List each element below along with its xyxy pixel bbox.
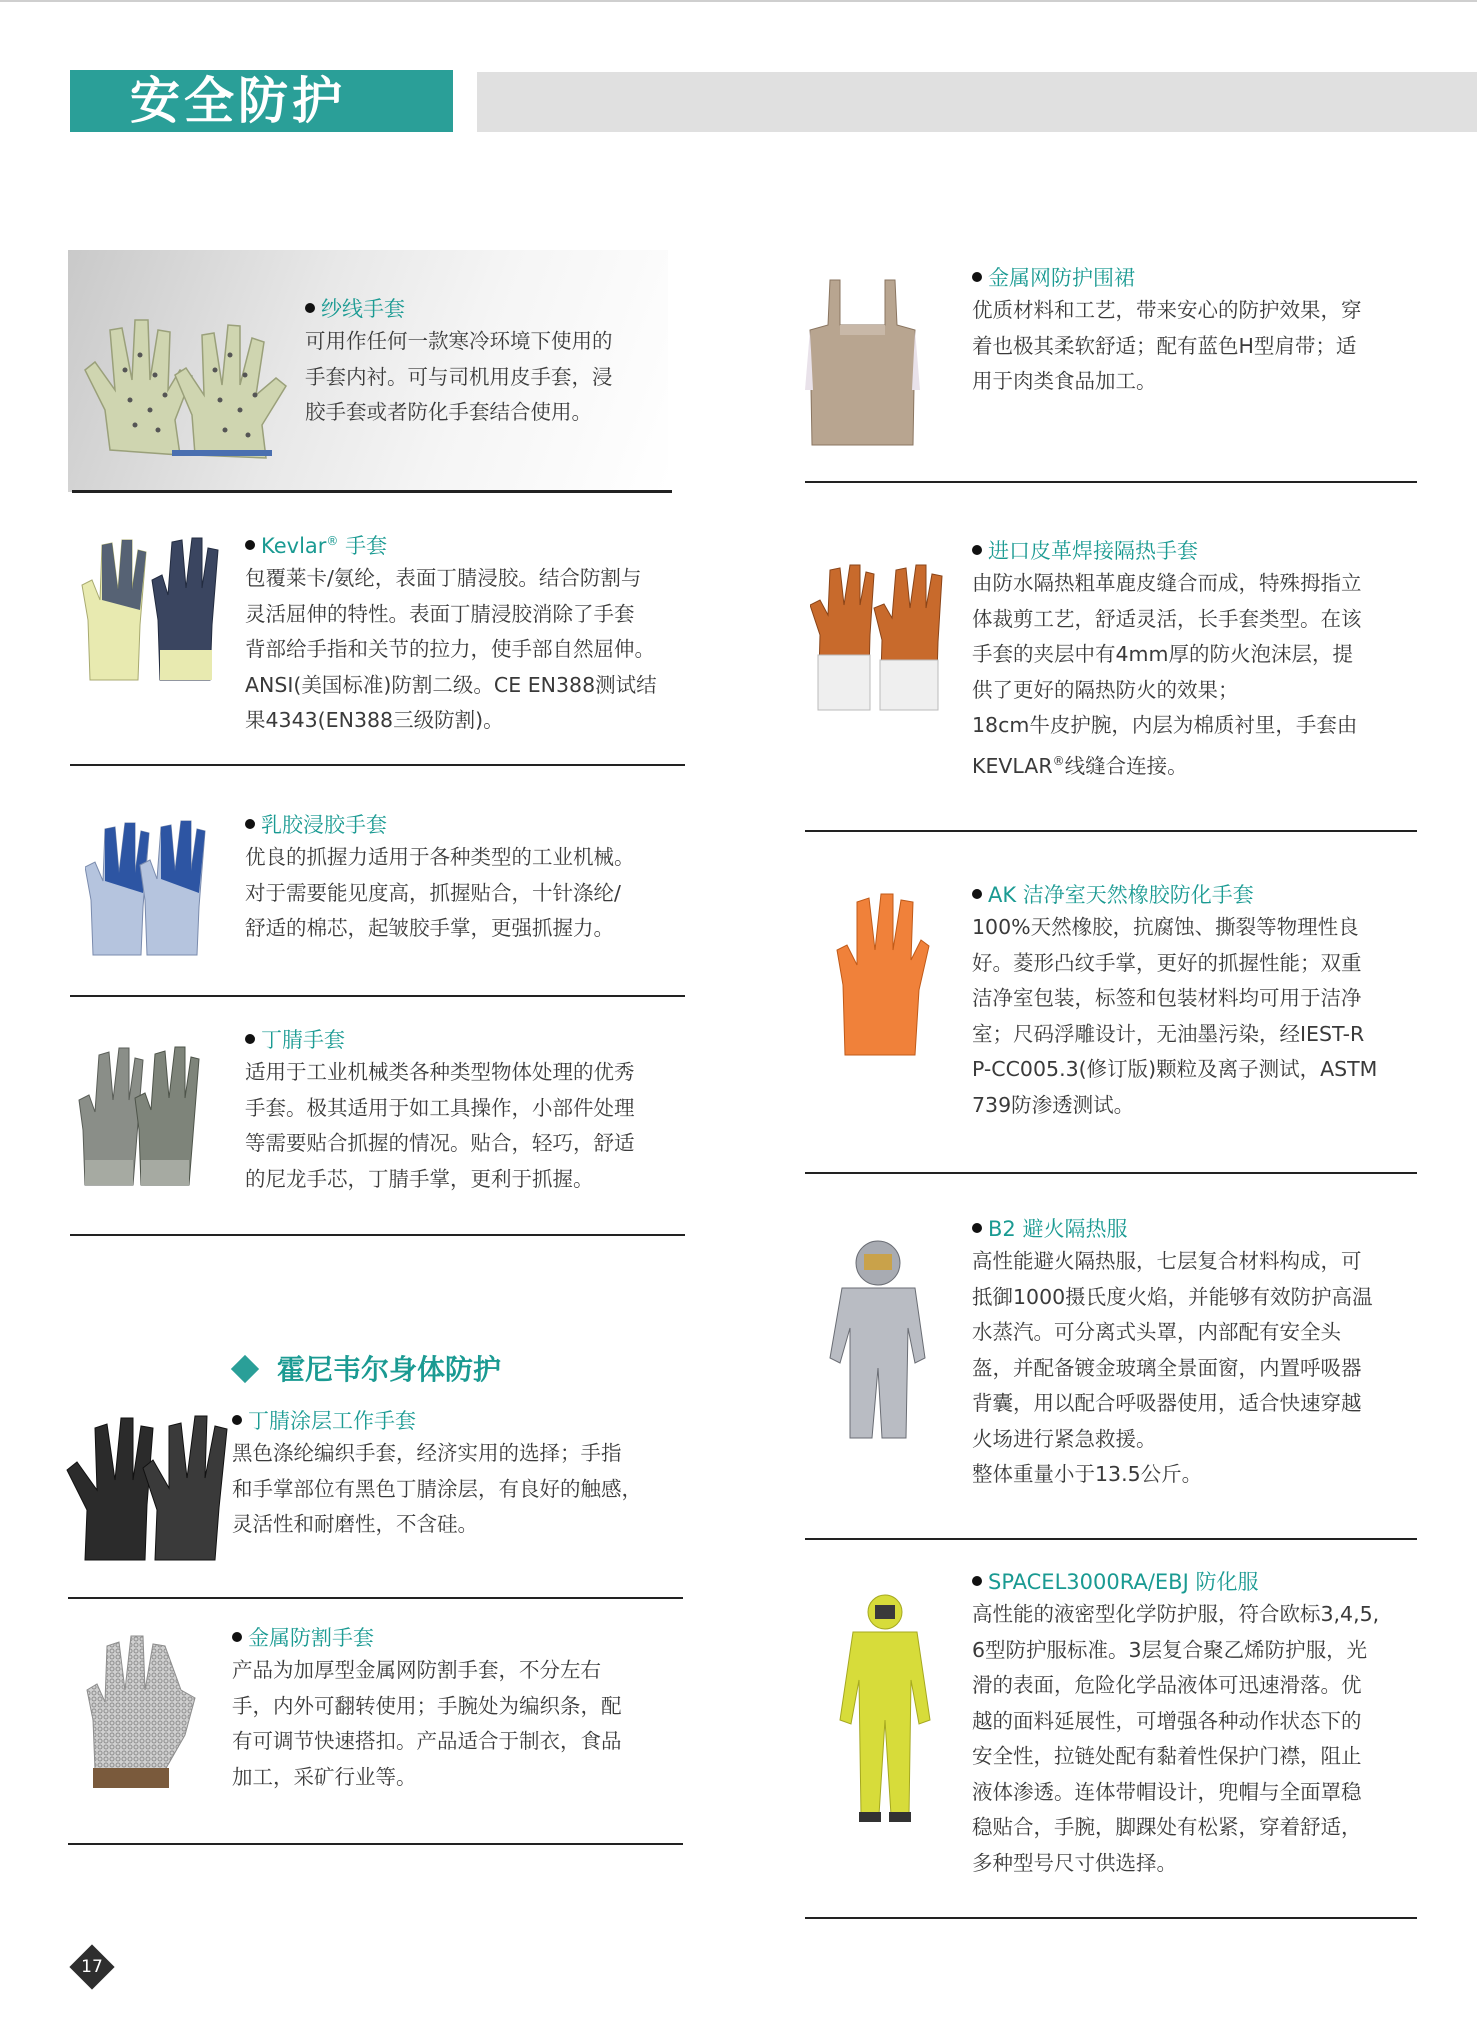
product-description: 高性能避火隔热服，七层复合材料构成，可 抵御1000摄氏度火焰，并能够有效防护高温 水蒸汽。可分离式头罩，内部配有安全头 盔，并配备镀金玻璃全景面窗，内置呼吸器 背囊，用以配合呼吸器使用，适合快速穿越 火场进行紧急救援。 整体重量小于13.5公斤。 [972,1249,1373,1486]
product-description: 优质材料和工艺，带来安心的防护效果，穿 着也极其柔软舒适；配有蓝色H型肩带；适 用于肉类食品加工。 [972,298,1362,393]
fire-suit-image [820,1238,930,1443]
page-number: 17 [81,1957,103,1977]
divider [72,490,672,493]
product-metal-apron [972,263,1362,400]
section-heading: 霍尼韦尔身体防护 [277,1353,502,1386]
rubber-glove-image [835,890,930,1060]
product-rubber-glove [972,880,1377,1123]
product-nitrile-glove [245,1025,635,1197]
divider [68,1843,683,1845]
product-fire-suit [972,1214,1373,1493]
header-gray-bar [477,72,1477,132]
product-description: 包覆莱卡/氨纶，表面丁腈浸胶。结合防割与 灵活屈伸的特性。表面丁腈浸胶消除了手套 背部给手指和关节的拉力，使手部自然屈伸。 ANSI(美国标准)防割二级。CE EN388测试结 果4343(EN388三级防割)。 [245,566,657,732]
metal-apron-image [805,270,920,450]
product-kevlar-glove [245,526,657,739]
product-title: SPACEL3000RA/EBJ 防化服 [972,1567,1379,1597]
product-title: 金属防割手套 [232,1623,622,1653]
product-title: 金属网防护围裙 [972,263,1362,293]
divider [805,1917,1417,1919]
divider [70,764,685,766]
product-description: 黑色涤纶编织手套，经济实用的选择；手指 和手掌部位有黑色丁腈涂层，有良好的触感， 灵活性和耐磨性，不含硅。 [232,1441,642,1536]
divider [70,1234,685,1236]
product-coated-work-glove [232,1406,642,1543]
metal-mesh-glove-image [85,1630,205,1795]
nitrile-glove-image [75,1040,205,1190]
divider [68,1597,683,1599]
page-title: 安全防护 [130,72,346,130]
product-chemical-suit [972,1567,1379,1881]
divider [805,1172,1417,1174]
product-title: AK 洁净室天然橡胶防化手套 [972,880,1377,910]
latex-glove-image [85,815,210,960]
product-title: 进口皮革焊接隔热手套 [972,536,1362,566]
divider [70,995,685,997]
product-title: Kevlar® 手套 [245,526,657,561]
yarn-glove-image [80,300,300,470]
product-description: 适用于工业机械类各种类型物体处理的优秀 手套。极其适用于如工具操作，小部件处理 等需要贴合抓握的情况。贴合，轻巧，舒适 的尼龙手芯，丁腈手掌，更利于抓握。 [245,1060,635,1191]
kevlar-glove-image [80,530,225,690]
product-title: B2 避火隔热服 [972,1214,1373,1244]
chemical-suit-image [835,1590,935,1830]
divider [805,481,1417,483]
divider [805,830,1417,832]
product-description: 由防水隔热粗革鹿皮缝合而成，特殊拇指立 体裁剪工艺，舒适灵活，长手套类型。在该 手套的夹层中有4mm厚的防火泡沫层，提 供了更好的隔热防火的效果； 18cm牛皮护腕，内层为棉质衬里，手套由 [972,571,1362,737]
product-title: 丁腈手套 [245,1025,635,1055]
product-yarn-glove [305,294,613,431]
page-number-badge [70,1945,114,1989]
section-diamond-icon [231,1355,259,1383]
product-title: 乳胶浸胶手套 [245,810,635,840]
product-description: 可用作任何一款寒冷环境下使用的 手套内衬。可与司机用皮手套，浸 胶手套或者防化手套结合使用。 [305,329,613,424]
product-latex-glove [245,810,635,947]
product-description: 高性能的液密型化学防护服，符合欧标3,4,5, 6型防护服标准。3层复合聚乙烯防护服，光 滑的表面，危险化学品液体可迅速滑落。优 越的面料延展性，可增强各种动作状态下的 安全性，拉链处配有黏着性保护门襟，阻止 液体渗透。连体带帽设计，兜帽与全面罩稳 稳贴合，手腕，脚踝处有松紧，穿着舒适， 多种型号尺寸供选择。 [972,1602,1380,1875]
product-title: 丁腈涂层工作手套 [232,1406,642,1436]
product-metal-glove [232,1623,622,1795]
divider [805,1538,1417,1540]
product-title: 纱线手套 [305,294,613,324]
welding-glove-image [810,560,960,715]
section-title-band [70,70,453,132]
product-description: 100%天然橡胶，抗腐蚀、撕裂等物理性良 好。菱形凸纹手掌，更好的抓握性能；双重 洁净室包装，标签和包装材料均可用于洁净 室；尺码浮雕设计，无油墨污染，经IEST-R P-CC005.3(修订版)颗粒及离子测试，ASTM 739防渗透测试。 [972,915,1378,1117]
product-welding-glove [972,536,1362,784]
product-description-last-line: KEVLAR®线缝合连接。 [972,753,1188,778]
product-description: 优良的抓握力适用于各种类型的工业机械。 对于需要能见度高，抓握贴合，十针涤纶/ 舒适的棉芯，起皱胶手掌，更强抓握力。 [245,845,635,940]
coated-work-glove-image [65,1410,235,1565]
product-description: 产品为加厚型金属网防割手套，不分左右 手，内外可翻转使用；手腕处为编织条，配 有可调节快速搭扣。产品适合于制衣，食品 加工，采矿行业等。 [232,1658,622,1789]
top-border-line [0,0,1477,2]
